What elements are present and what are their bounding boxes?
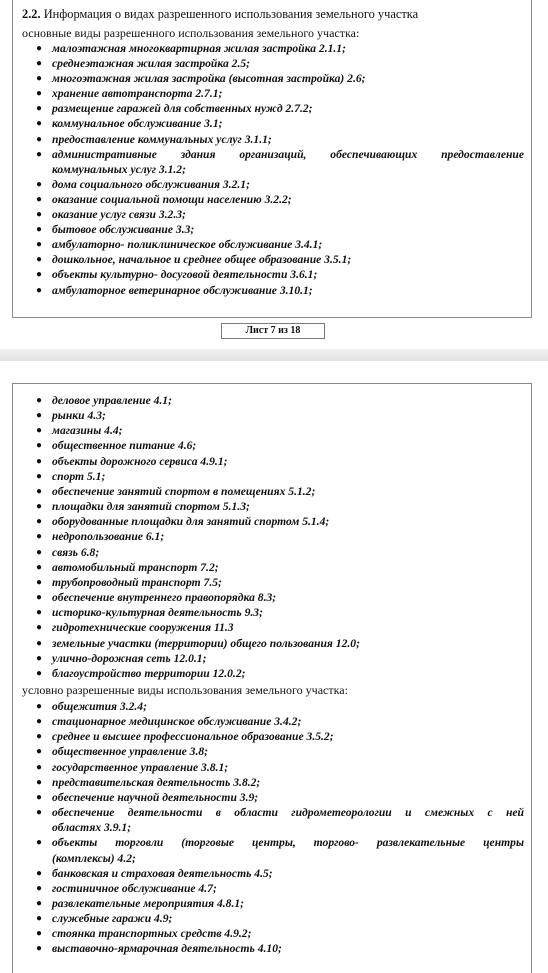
list-item: ● объекты торговли (торговые центры, торгово- развлекательные центры (комплексы) 4.2;	[36, 836, 524, 865]
list-item: ● хранение автотранспорта 2.7.1;	[36, 87, 223, 101]
list-item: ● обеспечение занятий спортом в помещениях 5.1.2;	[36, 484, 316, 498]
bullet-icon: ●	[36, 637, 43, 649]
page-number-label: Лист 7 из 18	[221, 323, 325, 339]
list-item: ● объекты дорожного сервиса 4.9.1;	[36, 454, 228, 468]
list-item: ● оказание услуг связи 3.2.3;	[36, 208, 186, 222]
bullet-icon: ●	[36, 73, 43, 85]
list-item: ● банковская и страховая деятельность 4.5;	[36, 866, 273, 880]
bullet-icon: ●	[36, 178, 43, 190]
bullet-icon: ●	[36, 501, 43, 513]
bullet-icon: ●	[36, 622, 43, 634]
list-item: ● коммунальное обслуживание 3.1;	[36, 117, 223, 131]
list-item: ● представительская деятельность 3.8.2;	[36, 775, 261, 789]
list-item: ● обеспечение внутреннего правопорядка 8.3;	[36, 591, 277, 605]
bullet-icon: ●	[36, 652, 43, 664]
list-item: ● государственное управление 3.8.1;	[36, 760, 229, 774]
bullet-icon: ●	[36, 425, 43, 437]
list-item: ● рынки 4.3;	[36, 409, 106, 423]
bullet-icon: ●	[36, 395, 43, 406]
bullet-icon: ●	[36, 546, 43, 558]
list-item: ● благоустройство территории 12.0.2;	[36, 666, 246, 680]
bullet-icon: ●	[36, 284, 43, 296]
section-number: 2.2.	[22, 7, 41, 21]
section-title: Информация о видах разрешенного использования земельного участка	[43, 7, 419, 21]
bullet-icon: ●	[36, 103, 43, 115]
list-item: ● трубопроводный транспорт 7.5;	[36, 575, 222, 589]
bullet-icon: ●	[36, 837, 43, 849]
bullet-icon: ●	[36, 516, 43, 528]
bullet-icon: ●	[36, 928, 43, 940]
bullet-icon: ●	[36, 746, 43, 758]
list-item: ● автомобильный транспорт 7.2;	[36, 560, 219, 574]
list-item: ● амбулаторное ветеринарное обслуживание 3.10.1;	[36, 283, 313, 297]
bullet-icon: ●	[36, 224, 43, 236]
bullet-icon: ●	[36, 133, 43, 145]
bullet-icon: ●	[36, 898, 43, 909]
main-uses-list	[22, 41, 524, 298]
list-item: ● площадки для занятий спортом 5.1.3;	[36, 500, 250, 514]
bullet-icon: ●	[36, 716, 43, 728]
list-item: ● деловое управление 4.1;	[36, 394, 172, 407]
bullet-icon: ●	[36, 239, 43, 251]
list-item: ● магазины 4.4;	[36, 424, 123, 438]
list-item: ● связь 6.8;	[36, 545, 100, 559]
main-uses-list-continued	[22, 393, 524, 681]
bullet-icon: ●	[36, 254, 43, 266]
bullet-icon: ●	[36, 913, 43, 925]
bullet-icon: ●	[36, 148, 43, 160]
list-item: ● многоэтажная жилая застройка (высотная застройка) 2.6;	[36, 72, 366, 86]
bullet-icon: ●	[36, 43, 43, 54]
list-item: ● малоэтажная многоквартирная жилая застройка 2.1.1;	[36, 42, 346, 55]
bullet-icon: ●	[36, 576, 43, 588]
list-item: ● развлекательные мероприятия 4.8.1;	[36, 897, 245, 910]
list-item: ● обеспечение научной деятельности 3.9;	[36, 790, 259, 804]
bullet-icon: ●	[36, 592, 43, 604]
bullet-icon: ●	[36, 867, 43, 879]
list-item: ● обеспечение деятельности в области гидрометеорологии и смежных с ней областях 3.9.1;	[36, 806, 524, 835]
list-item: ● стационарное медицинское обслуживание 3.4.2;	[36, 715, 302, 729]
list-item: ● объекты культурно- досуговой деятельности 3.6.1;	[36, 268, 318, 282]
bullet-icon: ●	[36, 776, 43, 788]
list-item: ● бытовое обслуживание 3.3;	[36, 223, 195, 237]
document-page-8	[12, 383, 532, 973]
bullet-icon: ●	[36, 531, 43, 543]
bullet-icon: ●	[36, 607, 43, 619]
bullet-icon: ●	[36, 470, 43, 482]
bullet-icon: ●	[36, 193, 43, 205]
bullet-icon: ●	[36, 58, 43, 70]
list-item: ● амбулаторно- поликлиническое обслуживание 3.4.1;	[36, 238, 323, 252]
list-item: ● административные здания организаций, обеспечивающих предоставление коммунальных услуг 3.1.2;	[36, 147, 524, 176]
bullet-icon: ●	[36, 561, 43, 573]
conditional-uses-list	[22, 699, 524, 957]
list-item: ● размещение гаражей для собственных нужд 2.7.2;	[36, 102, 313, 116]
bullet-icon: ●	[36, 410, 43, 422]
bullet-icon: ●	[36, 209, 43, 221]
list-item: ● общественное управление 3.8;	[36, 745, 209, 759]
section-heading	[22, 7, 524, 22]
bullet-icon: ●	[36, 269, 43, 281]
list-item: ● служебные гаражи 4.9;	[36, 912, 173, 926]
bullet-icon: ●	[36, 667, 43, 679]
document-page-7	[12, 0, 532, 318]
list-item: ● общественное питание 4.6;	[36, 439, 197, 453]
list-item: ● оказание социальной помощи населению 3.2.2;	[36, 192, 292, 206]
list-item: ● дошкольное, начальное и среднее общее образование 3.5.1;	[36, 253, 352, 267]
bullet-icon: ●	[36, 791, 43, 803]
bullet-icon: ●	[36, 943, 43, 955]
list-item: ● гостиничное обслуживание 4.7;	[36, 881, 217, 895]
bullet-icon: ●	[36, 761, 43, 773]
list-item: ● дома социального обслуживания 3.2.1;	[36, 177, 250, 191]
list-item: ● историко-культурная деятельность 9.3;	[36, 606, 263, 620]
list-item: ● среднеэтажная жилая застройка 2.5;	[36, 57, 251, 71]
list-item: ● оборудованные площадки для занятий спортом 5.1.4;	[36, 515, 330, 529]
list-item: ● гидротехнические сооружения 11.3	[36, 621, 234, 635]
list-item: ● земельные участки (территории) общего пользования 12.0;	[36, 636, 360, 650]
list-item: ● предоставление коммунальных услуг 3.1.1;	[36, 132, 272, 146]
list-item: ● улично-дорожная сеть 12.0.1;	[36, 651, 207, 665]
bullet-icon: ●	[36, 485, 43, 497]
list-item: ● общежития 3.2.4;	[36, 699, 147, 713]
list-item: ● выставочно-ярмарочная деятельность 4.10;	[36, 942, 282, 956]
bullet-icon: ●	[36, 882, 43, 894]
list-item: ● стоянка транспортных средств 4.9.2;	[36, 927, 252, 941]
bullet-icon: ●	[36, 455, 43, 467]
list-item: ● спорт 5.1;	[36, 469, 106, 483]
page-separator	[0, 349, 548, 361]
bullet-icon: ●	[36, 88, 43, 100]
bullet-icon: ●	[36, 700, 43, 712]
bullet-icon: ●	[36, 731, 43, 743]
list-item: ● недропользование 6.1;	[36, 530, 165, 544]
bullet-icon: ●	[36, 118, 43, 130]
conditional-uses-intro: условно разрешенные виды использования земельного участка:	[22, 682, 348, 697]
main-uses-intro: основные виды разрешенного использования земельного участка:	[22, 26, 360, 40]
list-item: ● среднее и высшее профессиональное образование 3.5.2;	[36, 730, 334, 744]
bullet-icon: ●	[36, 807, 43, 819]
bullet-icon: ●	[36, 440, 43, 452]
